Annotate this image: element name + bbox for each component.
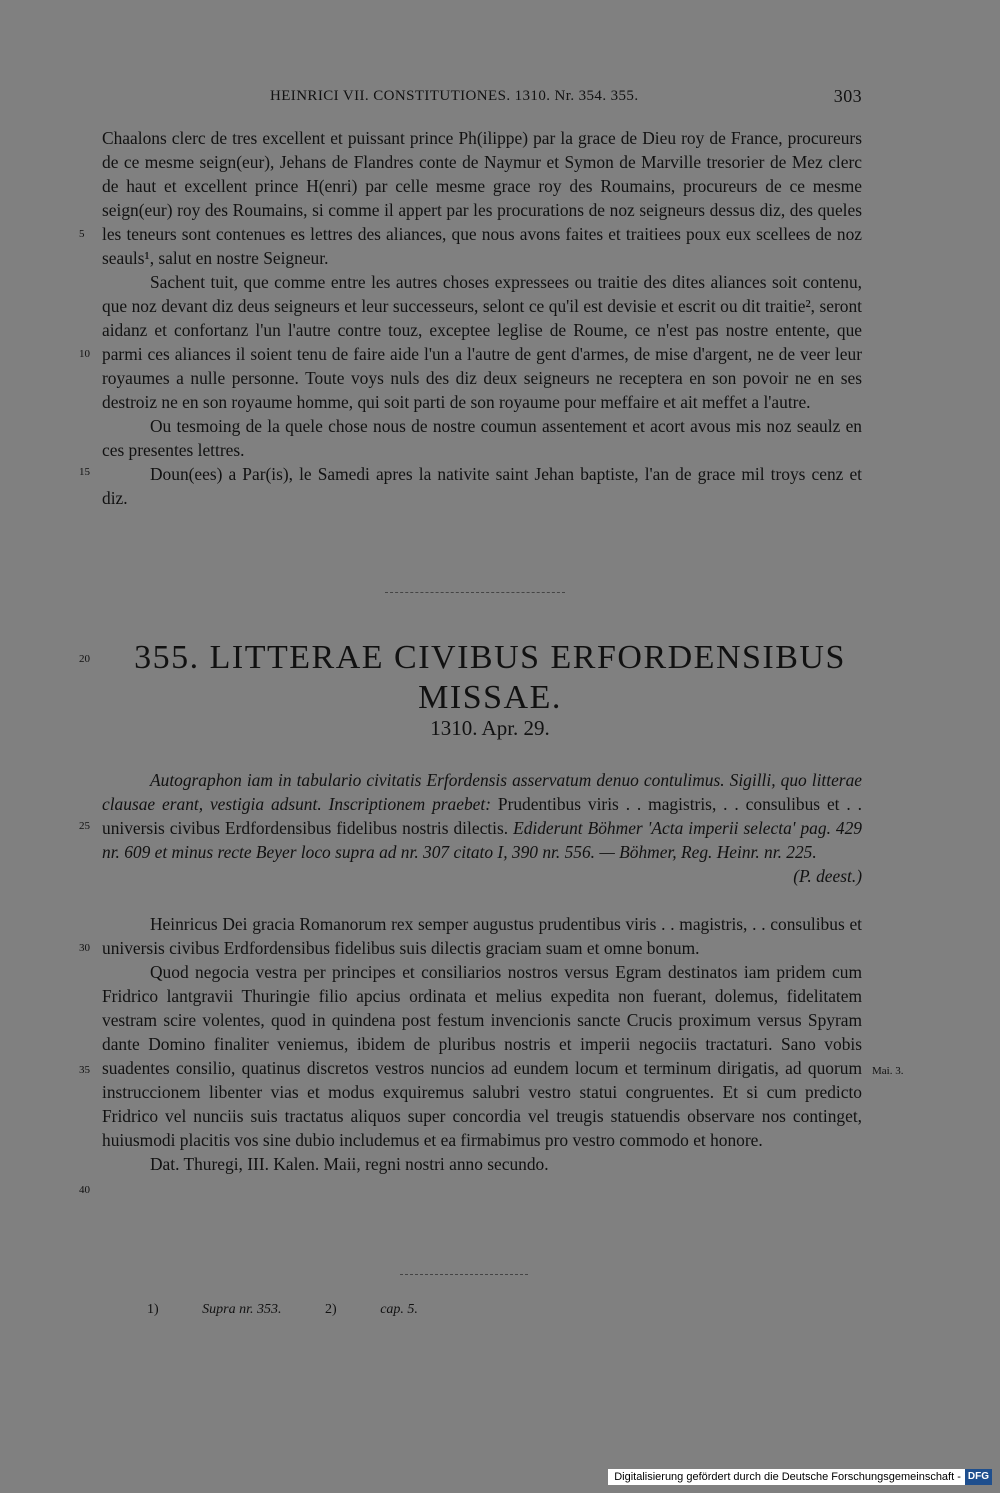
- footnote-text: Supra nr. 353.: [202, 1302, 282, 1317]
- footnote-2: [325, 1302, 418, 1317]
- dfg-logo-icon: DFG: [965, 1469, 992, 1485]
- footnote-text: cap. 5.: [380, 1302, 418, 1317]
- apparatus-sigil: (P. deest.): [793, 866, 862, 886]
- footnote-mark: 1): [147, 1302, 159, 1317]
- line-number: 30: [79, 942, 90, 954]
- doc355-paragraph: Quod negocia vestra per principes et consiliarios nostros versus Egram destinatos iam pridem cum Fridrico lantgravii Thuringie filio apcius ordinata et melius expedita non fuerant, dolemus, fidelitatem vestram scire volentes, quod in quindena post festum invencionis sancte Crucis proximum versus Spyram dante Domino finaliter veniemus, ibidem de pluribus nostris et imperii negociis tractaturi. Sano vobis suadentes consilio, quatinus discretos vestros nuncios ad eundem locum et terminum dirigatis, ad quorum instruccionem libenter vias et modus exquiremus salubri vestro statui congruentes. Et si cum predicto Fridrico vel nunciis suis tractatus aliquos super concordia vel treugis statuendis observare nos continget, huiusmodi placitis vos sine dubio includemus et ea firmabimus pro vestro commodo et honore.: [102, 962, 862, 1150]
- dfg-credit-banner[interactable]: [608, 1469, 992, 1485]
- doc355-paragraph: Dat. Thuregi, III. Kalen. Maii, regni nostri anno secundo.: [150, 1154, 549, 1174]
- doc355-paragraph: Heinricus Dei gracia Romanorum rex semper augustus prudentibus viris . . magistris, . . consulibus et universis civibus Erdfordensibus fidelibus suis dilectis graciam suam et omne bonum.: [102, 914, 862, 958]
- line-number: 15: [79, 466, 90, 478]
- apparatus: [102, 768, 862, 888]
- line-number: 20: [79, 653, 90, 665]
- margin-date: Mai. 3.: [872, 1065, 904, 1077]
- line-number: 5: [79, 228, 85, 240]
- document-number: 355.: [134, 639, 200, 676]
- line-number: 25: [79, 820, 90, 832]
- document-title-text: LITTERAE CIVIBUS ERFORDENSIBUS MISSAE.: [209, 639, 846, 716]
- doc354-body: [102, 126, 862, 510]
- doc354-paragraph: Doun(ees) a Par(is), le Samedi apres la nativite saint Jehan baptiste, l'an de grace mil troys cenz et diz.: [102, 464, 862, 508]
- running-header: [270, 86, 862, 110]
- doc355-body: [102, 912, 862, 1176]
- doc354-paragraph: Ou tesmoing de la quele chose nous de nostre coumun assentement et acort avous mis noz seaulz en ces presentes lettres.: [102, 416, 862, 460]
- footnote-mark: 2): [325, 1302, 337, 1317]
- apparatus-edition: Ediderunt Böhmer 'Acta imperii selecta' pag. 429 nr. 609 et minus recte Beyer loco supra ad nr. 307 citato I, 390 nr. 556. — Böhmer, Reg. Heinr. nr. 225.: [102, 818, 862, 862]
- footnotes: [147, 1302, 458, 1318]
- line-number: 40: [79, 1184, 90, 1196]
- running-title: HEINRICI VII. CONSTITUTIONES. 1310. Nr. 354. 355.: [270, 88, 639, 104]
- footnote-1: [147, 1302, 285, 1317]
- dfg-credit-text: Digitalisierung gefördert durch die Deutsche Forschungsgemeinschaft -: [614, 1471, 961, 1483]
- separator-dashes: [400, 1274, 528, 1275]
- document-date: 1310. Apr. 29.: [430, 716, 550, 740]
- doc354-paragraph: Sachent tuit, que comme entre les autres choses expressees ou traitie des dites aliances soit contenu, que noz devant diz deus seigneurs et leur successeurs, selont ce qu'il est devisie et escrit ou dit traitie², seront aidanz et confortanz l'un l'autre contre touz, exceptee leglise de Roume, ce n'est pas nostre entente, que parmi ces aliances il soient tenu de faire aide l'un a l'autre de gent d'armes, de mise d'argent, ne de veer leur royaumes a nulle personne. Toute voys nuls des diz deux seigneurs ne receptera en son povoir ne en ses destroiz ne en son royaume homme, qui soit parti de son royaume pour meffaire et ait meffet a l'autre.: [102, 272, 862, 412]
- apparatus-italic: Autographon iam in tabulario civitatis Erfordensis asservatum denuo contulimus. Sigilli, quo litterae clausae erant, vestigia adsunt. Inscriptionem praebet:: [102, 770, 862, 814]
- separator-dashes: [385, 592, 565, 593]
- apparatus-inscription: Prudentibus viris . . magistris, . . consulibus et . . universis civibus Erdfordensibus fidelibus nostris dilectis.: [102, 794, 862, 838]
- line-number: 35: [79, 1064, 90, 1076]
- line-number: 10: [79, 348, 90, 360]
- document-title: [110, 638, 870, 718]
- page-number: 303: [833, 86, 862, 106]
- doc354-paragraph: Chaalons clerc de tres excellent et puissant prince Ph(ilippe) par la grace de Dieu roy de France, procureurs de ce mesme seign(eur), Jehans de Flandres conte de Naymur et Symon de Marville tresorier de Mez clerc de haut et excellent prince H(enri) par celle mesme grace roy des Roumains, procureurs de ce mesme seign(eur) roy des Roumains, si comme il appert par les procurations de noz seigneurs dessus diz, des queles les teneurs sont contenues es lettres des aliances, que nous avons faites et traitiees poux eux scellees de noz seauls¹, salut en nostre Seigneur.: [102, 128, 862, 268]
